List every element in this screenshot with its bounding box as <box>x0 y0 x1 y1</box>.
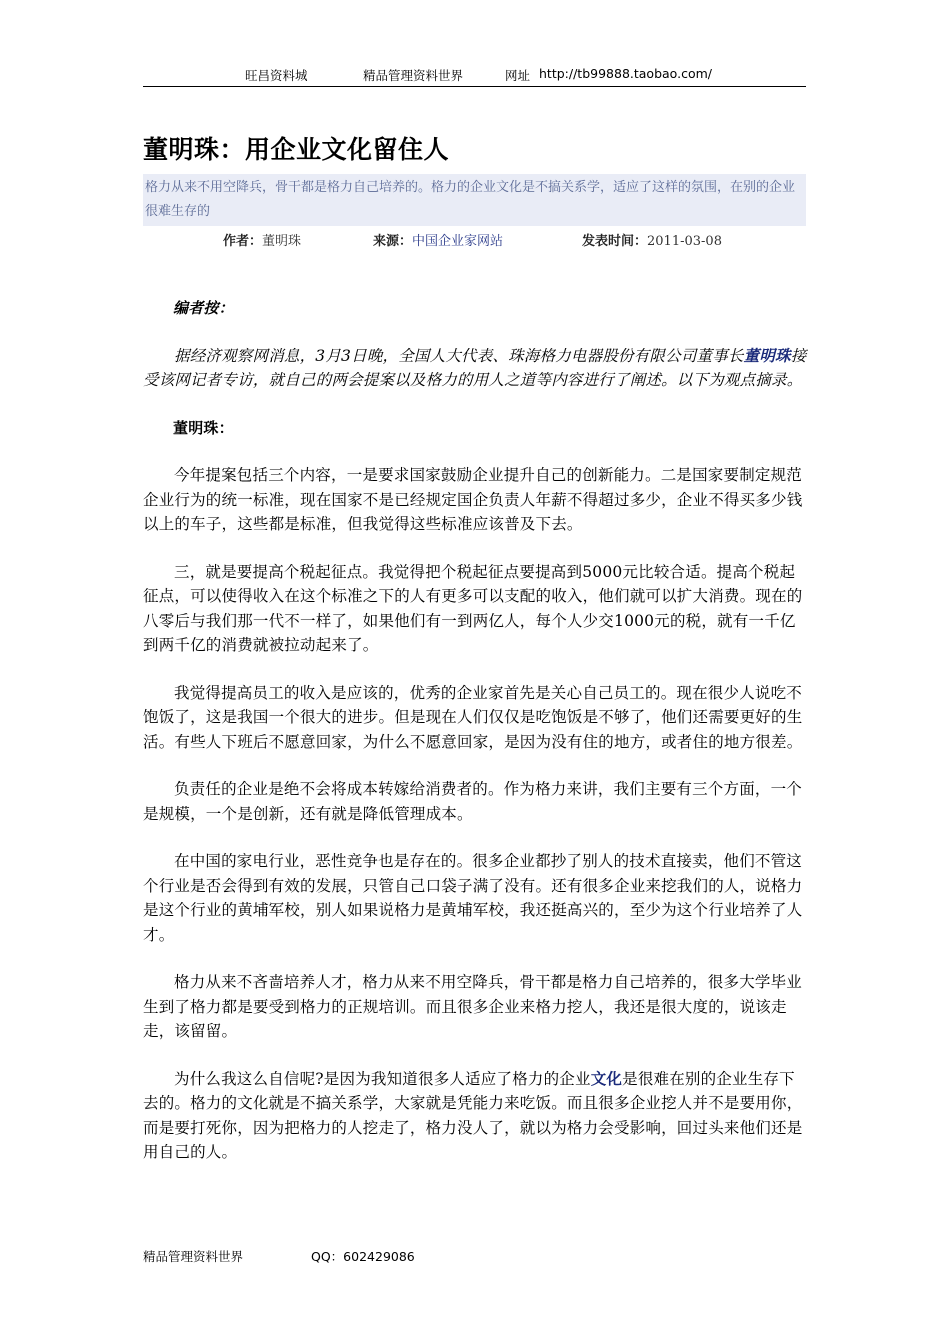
article-title: 董明珠：用企业文化留住人 <box>143 135 450 164</box>
culture-link[interactable]: 文化 <box>590 1068 623 1088</box>
body-paragraph-1: 今年提案包括三个内容，一是要求国家鼓励企业提升自己的创新能力。二是国家要制定规范企业行为的统一标准，现在国家不是已经规定国企负责人年薪不得超过多少，企业不得买多少钱以上的车子，这些都是标准，但我觉得这些标准应该普及下去。 <box>143 466 803 533</box>
header-site-name: 精品管理资料世界 <box>363 68 464 83</box>
source-link[interactable]: 中国企业家网站 <box>412 234 504 249</box>
body-paragraph-4: 负责任的企业是绝不会将成本转嫁给消费者的。作为格力来讲，我们主要有三个方面，一个是规模，一个是创新，还有就是降低管理成本。 <box>143 780 803 823</box>
footer-site-name: 精品管理资料世界 <box>143 1249 244 1264</box>
page-header <box>143 62 806 87</box>
date-value: 2011-03-08 <box>647 234 722 249</box>
speaker-heading: 董明珠： <box>173 418 234 437</box>
lead-text-a: 据经济观察网消息，3月3日晚，全国人大代表、珠海格力电器股份有限公司董事长 <box>174 346 744 365</box>
page-footer <box>143 1247 806 1267</box>
article-summary: 格力从来不用空降兵，骨干都是格力自己培养的。格力的企业文化是不搞关系学，适应了这样的氛围，在别的企业很难生存的 <box>143 174 806 226</box>
source-meta <box>373 230 503 249</box>
source-label: 来源： <box>373 234 413 249</box>
author-meta <box>223 230 301 249</box>
lead-name-link[interactable]: 董明珠 <box>743 345 791 365</box>
body-paragraph-7 <box>143 1067 809 1165</box>
header-url-link[interactable]: http://tb99888.taobao.com/ <box>539 66 712 81</box>
lead-text-b: 接受该网记者专访，就自己的两会提案以及格力的用人之道等内容进行了阐述。以下为观点摘录。 <box>143 346 807 389</box>
editor-note-heading: 编者按： <box>173 299 234 317</box>
date-meta <box>582 230 722 249</box>
body-paragraph-5: 在中国的家电行业，恶性竞争也是存在的。很多企业都抄了别人的技术直接卖，他们不管这个行业是否会得到有效的发展，只管自己口袋子满了没有。还有很多企业来挖我们的人，说格力是这个行业的黄埔军校，别人如果说格力是黄埔军校，我还挺高兴的，至少为这个行业培养了人才。 <box>143 852 803 944</box>
last-text-a: 为什么我这么自信呢?是因为我知道很多人适应了格力的企业 <box>174 1069 591 1088</box>
date-label: 发表时间： <box>582 234 648 249</box>
article-body <box>143 296 809 1188</box>
lead-paragraph <box>143 344 809 393</box>
last-text-b: 是很难在别的企业生存下去的。格力的文化就是不搞关系学，大家就是凭能力来吃饭。而且很多企业挖人并不是要用你，而是要打死你，因为把格力的人挖走了，格力没人了，就以为格力会受影响，回过头来他们还是用自己的人。 <box>143 1069 803 1161</box>
footer-qq: QQ：602429086 <box>311 1249 415 1264</box>
header-url-label: 网址 <box>505 68 531 83</box>
author-value: 董明珠 <box>262 234 302 249</box>
body-paragraph-2: 三，就是要提高个税起征点。我觉得把个税起征点要提高到5000元比较合适。提高个税起征点，可以使得收入在这个标准之下的人有更多可以支配的收入，他们就可以扩大消费。现在的八零后与我们那一代不一样了，如果他们有一到两亿人，每个人少交1000元的税，就有一千亿到两千亿的消费就被拉动起来了。 <box>143 562 803 654</box>
author-label: 作者： <box>223 234 263 249</box>
body-paragraph-6: 格力从来不吝啬培养人才，格力从来不用空降兵，骨干都是格力自己培养的，很多大学毕业生到了格力都是要受到格力的正规培训。而且很多企业来格力挖人，我还是很大度的，说该走走，该留留。 <box>143 973 803 1040</box>
body-paragraph-3: 我觉得提高员工的收入是应该的，优秀的企业家首先是关心自己员工的。现在很少人说吃不饱饭了，这是我国一个很大的进步。但是现在人们仅仅是吃饱饭是不够了，他们还需要更好的生活。有些人下班后不愿意回家，为什么不愿意回家，是因为没有住的地方，或者住的地方很差。 <box>143 683 803 751</box>
header-shop-name: 旺昌资料城 <box>245 68 308 83</box>
